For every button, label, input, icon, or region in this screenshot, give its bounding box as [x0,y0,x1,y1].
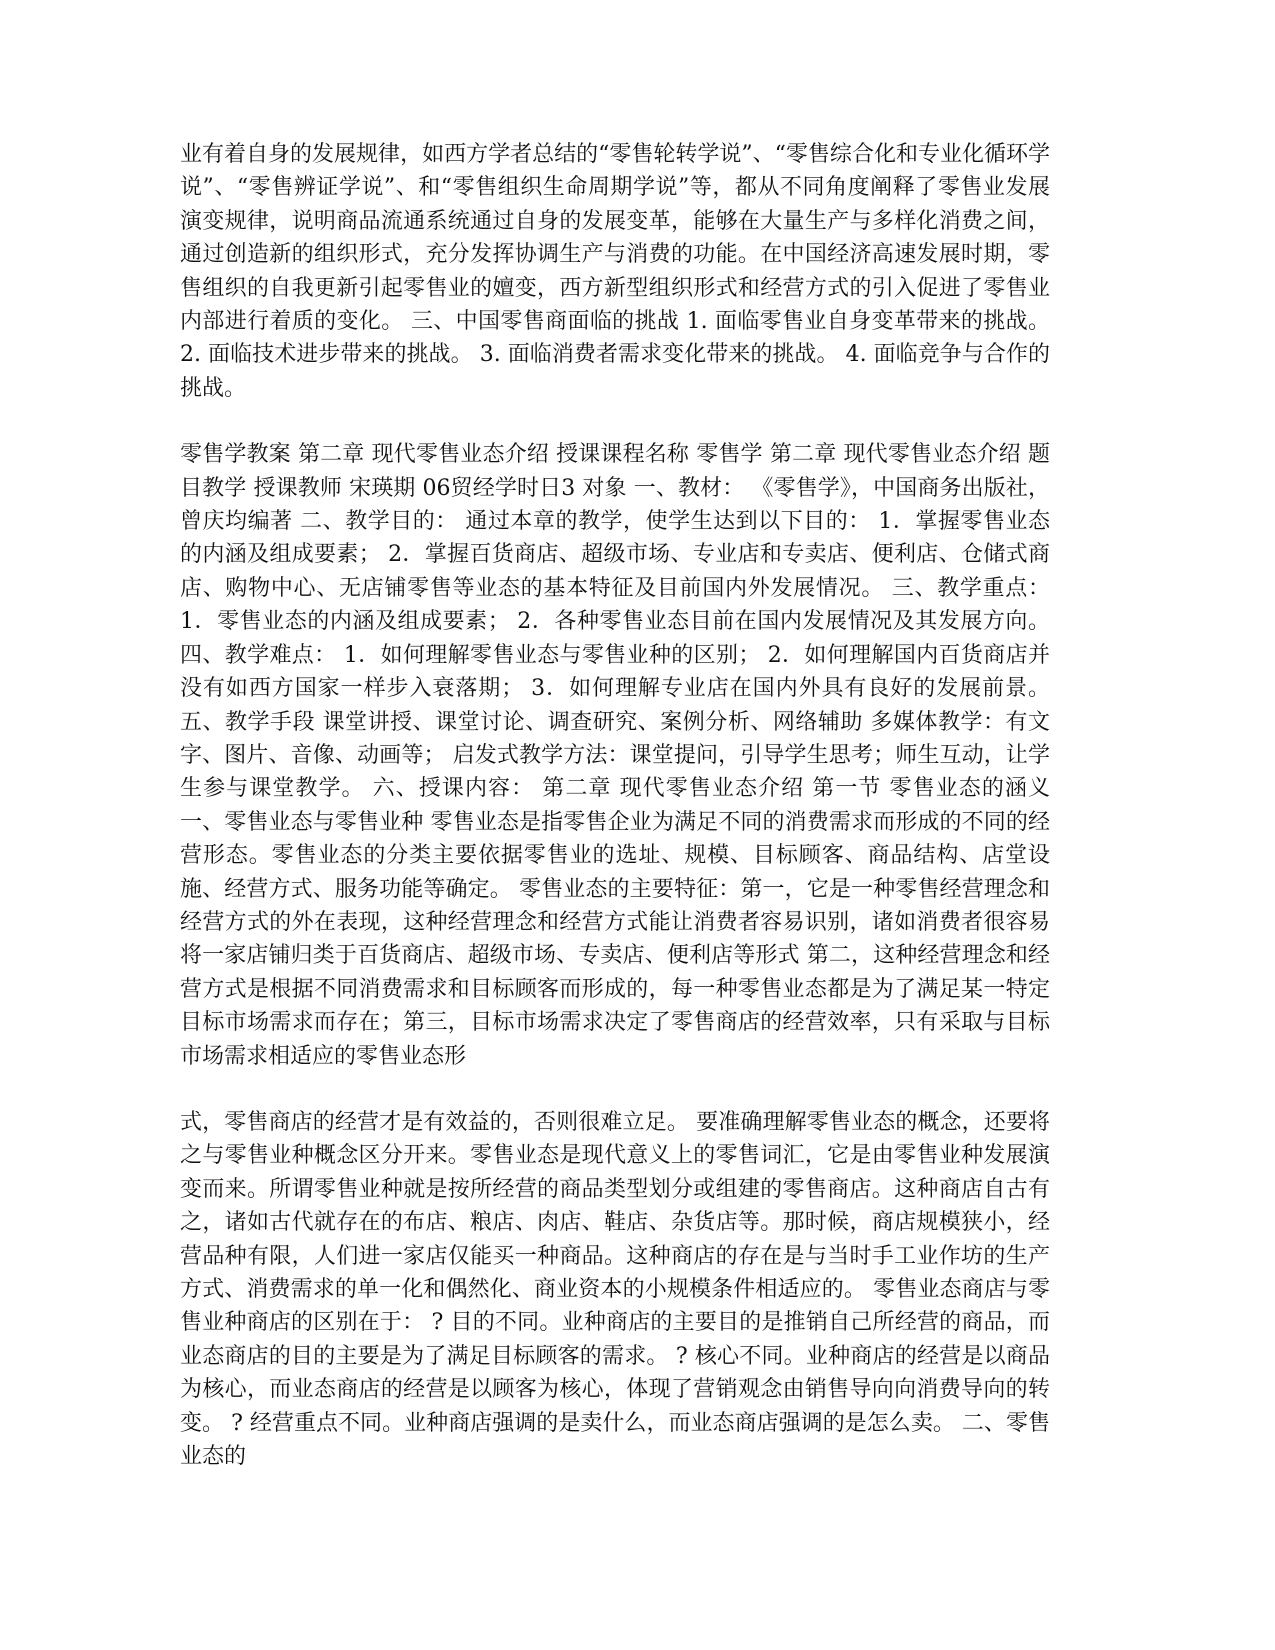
paragraph-gap [180,1073,1050,1106]
paragraph-retail-format-vs-type: 式，零售商店的经营才是有效益的，否则很难立足。 要准确理解零售业态的概念，还要将之与零售业种概念区分开来。零售业态是现代意义上的零售词汇，它是由零售业种发展演变而来。所谓零售业种就是按所经营的商品类型划分或组建的零售商店。这种商店自古有之，诸如古代就存在的布店、粮店、肉店、鞋店、杂货店等。那时候，商店规模狭小，经营品种有限，人们进一家店仅能买一种商品。这种商店的存在是与当时手工业作坊的生产方式、消费需求的单一化和偶然化、商业资本的小规模条件相适应的。 零售业态商店与零售业种商店的区别在于： ? 目的不同。业种商店的主要目的是推销自己所经营的商品，而业态商店的目的主要是为了满足目标顾客的需求。 ? 核心不同。业种商店的经营是以商品为核心，而业态商店的经营是以顾客为核心，体现了营销观念由销售导向向消费导向的转变。 ? 经营重点不同。业种商店强调的是卖什么，而业态商店强调的是怎么卖。 二、零售业态的 [180,1109,1050,1470]
paragraph-retail-development: 业有着自身的发展规律，如西方学者总结的“零售轮转学说”、“零售综合化和专业化循环学说”、“零售辨证学说”、和“零售组织生命周期学说”等，都从不同角度阐释了零售业发展演变规律，说明商品流通系统通过自身的发展变革，能够在大量生产与多样化消费之间，通过创造新的组织形式，充分发挥协调生产与消费的功能。在中国经济高速发展时期，零售组织的自我更新引起零售业的嬗变，西方新型组织形式和经营方式的引入促进了零售业内部进行着质的变化。 三、中国零售商面临的挑战 1. 面临零售业自身变革带来的挑战。 2. 面临技术进步带来的挑战。 3. 面临消费者需求变化带来的挑战。 4. 面临竞争与合作的挑战。 [180,142,1050,401]
paragraph-gap [180,405,1050,438]
paragraph-chapter-two-lesson-plan: 零售学教案 第二章 现代零售业态介绍 授课课程名称 零售学 第二章 现代零售业态介绍 题目教学 授课教师 宋瑛期 06贸经学时日3 对象 一、教材： 《零售学》，中国商务出版社，曾庆均编著 二、教学目的： 通过本章的教学，使学生达到以下目的： 1．掌握零售业态的内涵及组成要素； 2．掌握百货商店、超级市场、专业店和专卖店、便利店、仓储式商店、购物中心、无店铺零售等业态的基本特征及目前国内外发展情况。 三、教学重点： 1．零售业态的内涵及组成要素； 2．各种零售业态目前在国内发展情况及其发展方向。 四、教学难点： 1．如何理解零售业态与零售业种的区别； 2．如何理解国内百货商店并没有如西方国家一样步入衰落期； 3．如何理解专业店在国内外具有良好的发展前景。 五、教学手段 课堂讲授、课堂讨论、调查研究、案例分析、网络辅助 多媒体教学：有文字、图片、音像、动画等； 启发式教学方法：课堂提问，引导学生思考；师生互动，让学生参与课堂教学。 六、授课内容： 第二章 现代零售业态介绍 第一节 零售业态的涵义 一、零售业态与零售业种 零售业态是指零售企业为满足不同的消费需求而形成的不同的经营形态。零售业态的分类主要依据零售业的选址、规模、目标顾客、商品结构、店堂设施、经营方式、服务功能等确定。 零售业态的主要特征：第一，它是一种零售经营理念和经营方式的外在表现，这种经营理念和经营方式能让消费者容易识别，诸如消费者很容易将一家店铺归类于百货商店、超级市场、专卖店、便利店等形式 第二，这种经营理念和经营方式是根据不同消费需求和目标顾客而形成的，每一种零售业态都是为了满足某一特定目标市场需求而存在；第三，目标市场需求决定了零售商店的经营效率，只有采取与目标市场需求相适应的零售业态形 [180,442,1050,1069]
document-page [180,138,1050,1473]
